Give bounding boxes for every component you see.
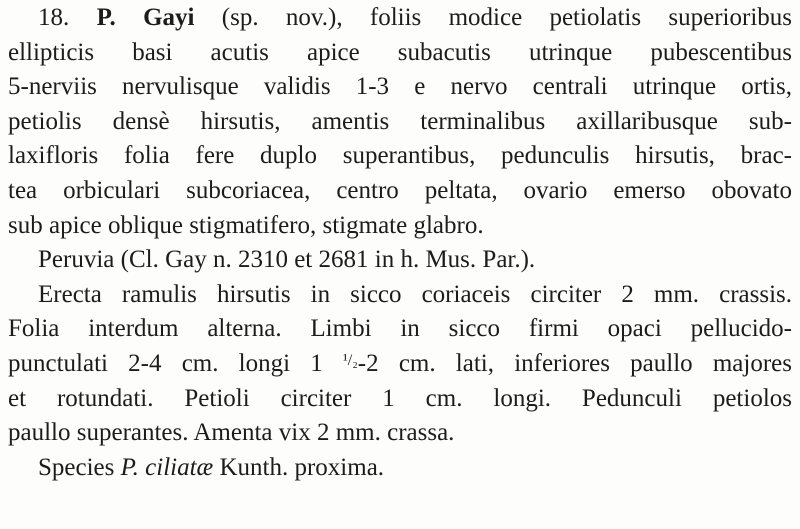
locality-line: Peruvia (Cl. Gay n. 2310 et 2681 in h. Mus. Par.). <box>38 246 536 274</box>
text-line: Erecta ramulis hirsutis in sicco coriaceis circiter 2 mm. crassis. <box>38 280 792 308</box>
text-line: laxifloris folia fere duplo superantibus, pedunculis hirsutis, brac- <box>8 142 792 170</box>
species-reference: P. ciliatæ <box>120 453 214 481</box>
text-line: punctulati 2-4 cm. longi 1 $^{^1/_2}$-2 cm. lati, inferiores paullo majores <box>8 350 792 377</box>
text-line: ellipticis basi acutis apice subacutis utrinque pubescentibus <box>8 38 792 66</box>
text-line: 18. P. Gayi (sp. nov.), foliis modice petiolatis superioribus <box>38 4 793 31</box>
text-line: paullo superantes. Amenta vix 2 mm. crassa. <box>8 419 455 447</box>
species-name: P. Gayi <box>96 4 195 31</box>
text-line: Folia interdum alterna. Limbi in sicco firmi opaci pellucido- <box>8 315 792 343</box>
text-line: sub apice oblique stigmatifero, stigmate glabro. <box>8 211 484 239</box>
text-line: tea orbiculari subcoriacea, centro peltata, ovario emerso obovato <box>8 177 792 204</box>
text-line: petiolis densè hirsutis, amentis terminalibus axillaribusque sub- <box>8 107 792 135</box>
text-line: et rotundati. Petioli circiter 1 cm. longi. Pedunculi petiolos <box>8 384 792 412</box>
affinity-line: Species P. ciliatæ Kunth. proxima. <box>38 453 385 481</box>
fraction: ¹/₂ <box>342 352 358 369</box>
text-line: 5-nerviis nervulisque validis 1-3 e nervo centrali utrinque ortis, <box>8 73 792 101</box>
